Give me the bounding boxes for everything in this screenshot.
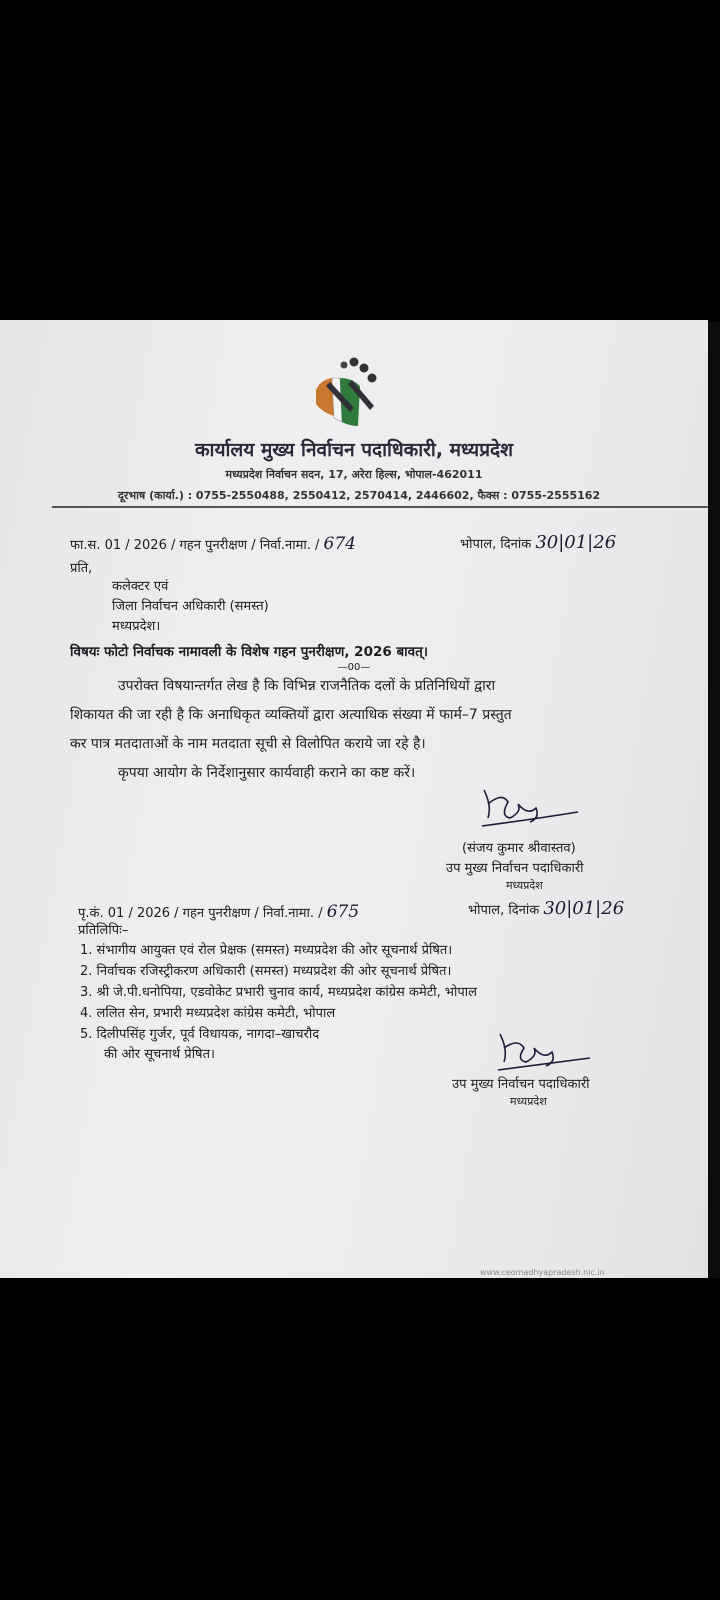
office-address: मध्यप्रदेश निर्वाचन सदन, 17, अरेरा हिल्स, भोपाल-462011 xyxy=(225,468,483,481)
closing-line: कृपया आयोग के निर्देशानुसार कार्यवाही कराने का कष्ट करें। xyxy=(118,765,416,781)
letter-reference xyxy=(70,534,356,554)
copy-ref-number: 675 xyxy=(326,902,360,922)
copy-item-4: 4. ललित सेन, प्रभारी मध्यप्रदेश कांग्रेस कमेटी, भोपाल xyxy=(80,1006,336,1021)
to-label: प्रति, xyxy=(70,561,93,576)
signatory-state: मध्यप्रदेश xyxy=(506,879,543,892)
letter-date-prefix: भोपाल, दिनांक xyxy=(460,537,532,552)
copy-signatory-title: उप मुख्य निर्वाचन पदाधिकारी xyxy=(452,1077,590,1092)
letter-date-value: 30|01|26 xyxy=(535,532,617,553)
copy-date-value: 30|01|26 xyxy=(543,898,625,919)
recipient-line-3: मध्यप्रदेश। xyxy=(112,619,161,634)
body-line-2: शिकायत की जा रही है कि अनाधिकृत व्यक्तियों द्वारा अत्याधिक संख्या में फार्म–7 प्रस्तुत xyxy=(70,707,512,723)
election-commission-logo-icon xyxy=(310,356,386,430)
header-divider xyxy=(52,506,708,508)
signature-icon xyxy=(478,782,582,830)
copy-reference xyxy=(78,902,359,922)
office-phone: दूरभाष (कार्या.) : 0755-2550488, 2550412, 2570414, 2446602, फैक्स : 0755-2555162 xyxy=(118,489,601,502)
signatory-name: (संजय कुमार श्रीवास्तव) xyxy=(462,841,576,856)
copy-item-5: 5. दिलीपसिंह गुर्जर, पूर्व विधायक, नागदा–खाचरौद xyxy=(80,1027,320,1042)
copy-item-tail: की ओर सूचनार्थ प्रेषित। xyxy=(104,1047,215,1062)
signatory-title: उप मुख्य निर्वाचन पदाधिकारी xyxy=(446,861,584,876)
body-line-3: कर पात्र मतदाताओं के नाम मतदाता सूची से विलोपित कराये जा रहे है। xyxy=(70,736,426,752)
letter-ref-number: 674 xyxy=(323,534,356,554)
copy-ref-prefix: पृ.कं. 01 / 2026 / गहन पुनरीक्षण / निर्वा.नामा. / xyxy=(78,906,323,921)
copy-date-prefix: भोपाल, दिनांक xyxy=(468,903,540,918)
recipient-line-1: कलेक्टर एवं xyxy=(112,579,169,594)
body-line-1: उपरोक्त विषयान्तर्गत लेख है कि विभिन्न राजनैतिक दलों के प्रतिनिधियों द्वारा xyxy=(118,678,496,694)
letter-ref-prefix: फा.स. 01 / 2026 / गहन पुनरीक्षण / निर्वा.नामा. / xyxy=(70,538,320,553)
letter-page xyxy=(0,320,708,1278)
copy-item-1: 1. संभागीय आयुक्त एवं रोल प्रेक्षक (समस्त) मध्यप्रदेश की ओर सूचनार्थ प्रेषित। xyxy=(80,943,453,958)
copy-item-3: 3. श्री जे.पी.धनोपिया, एडवोकेट प्रभारी चुनाव कार्य, मध्यप्रदेश कांग्रेस कमेटी, भोपाल xyxy=(80,985,477,1000)
subject-separator: —00— xyxy=(337,662,371,673)
copy-label: प्रतिलिपिः– xyxy=(78,923,129,938)
copy-date xyxy=(468,898,624,919)
office-title: कार्यालय मुख्य निर्वाचन पदाधिकारी, मध्यप्रदेश xyxy=(194,439,514,461)
signature-icon xyxy=(494,1028,594,1074)
copy-item-2: 2. निर्वाचक रजिस्ट्रीकरण अधिकारी (समस्त) मध्यप्रदेश की ओर सूचनार्थ प्रेषित। xyxy=(80,964,452,979)
footer-website: www.ceomadhyapradesh.nic.in xyxy=(480,1268,605,1277)
recipient-line-2: जिला निर्वाचन अधिकारी (समस्त) xyxy=(112,599,269,614)
letter-subject: विषयः फोटो निर्वाचक नामावली के विशेष गहन पुनरीक्षण, 2026 बावत्। xyxy=(70,644,428,660)
page-shadow-edge xyxy=(708,322,720,1278)
letter-date xyxy=(460,532,616,553)
copy-signatory-state: मध्यप्रदेश xyxy=(510,1095,547,1108)
